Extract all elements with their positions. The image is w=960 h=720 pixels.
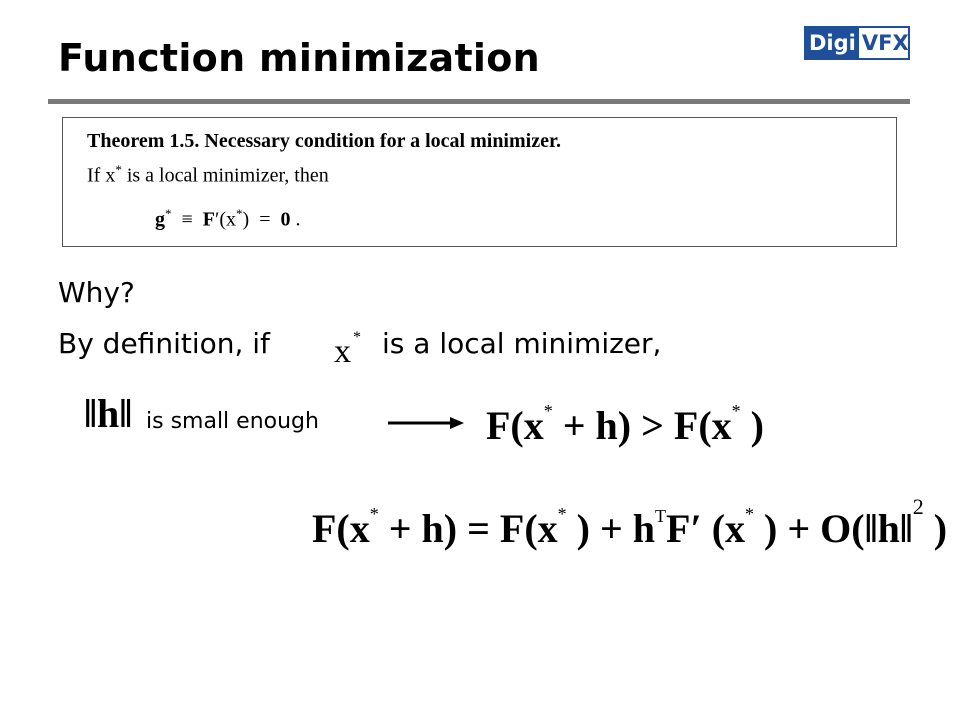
eq-zero: 0 [280,208,291,231]
ineq-star-2: * [731,401,741,421]
ineq-part-a: F(x [486,403,544,448]
taylor-part-f: ) [923,506,948,551]
eq-equiv: ≡ [171,208,203,231]
eq-g: g [155,208,165,231]
logo-part-vfx: VFX [861,30,909,55]
eq-dot: . [290,208,301,231]
digivfx-logo [804,26,910,60]
taylor-star-1: * [369,504,379,524]
eq-close: ) = [242,208,281,231]
taylor-part-c: ) + h [566,506,656,551]
eq-g-star: * [165,206,172,221]
theorem-statement-suffix: is a local minimizer, then [121,164,329,187]
taylor-square: 2 [912,494,924,519]
taylor-part-d: F′ (x [666,506,746,551]
ineq-star-1: * [543,401,553,421]
eq-prime-arg: ′(x [215,208,237,231]
local-minimizer-text: is a local minimizer, [382,327,662,360]
taylor-part-e: ) + O(‖h‖ [754,506,913,551]
logo-part-digi: Digi [806,28,859,58]
eq-x-star: * [236,206,243,221]
inequality-formula [486,402,764,446]
small-enough-text: is small enough [146,409,319,434]
implies-arrow-icon [388,415,464,431]
ineq-part-b: + h) > F(x [552,403,732,448]
ineq-part-c: ) [740,403,764,448]
theorem-statement-prefix: If x [87,164,116,187]
why-text: Why? [58,276,135,309]
theorem-equation [155,206,301,232]
inline-x-star [334,330,361,369]
by-definition-text: By definition, if [58,327,270,360]
taylor-transpose: T [655,506,667,526]
theorem-heading: Theorem 1.5. Necessary condition for a local minimizer. [87,130,562,152]
taylor-expansion-formula [312,496,947,549]
norm-h: ‖h‖ [84,391,133,436]
theorem-statement-star: * [115,162,122,177]
inline-x: x [334,333,351,370]
inline-star: * [353,329,361,346]
eq-F: F [202,208,215,231]
theorem-statement [87,162,329,188]
title-divider [48,99,910,104]
taylor-star-2: * [557,504,567,524]
theorem-box [62,117,897,247]
taylor-part-a: F(x [312,506,370,551]
taylor-part-b: + h) = F(x [378,506,558,551]
taylor-star-3: * [745,504,755,524]
slide-title: Function minimization [58,36,541,80]
